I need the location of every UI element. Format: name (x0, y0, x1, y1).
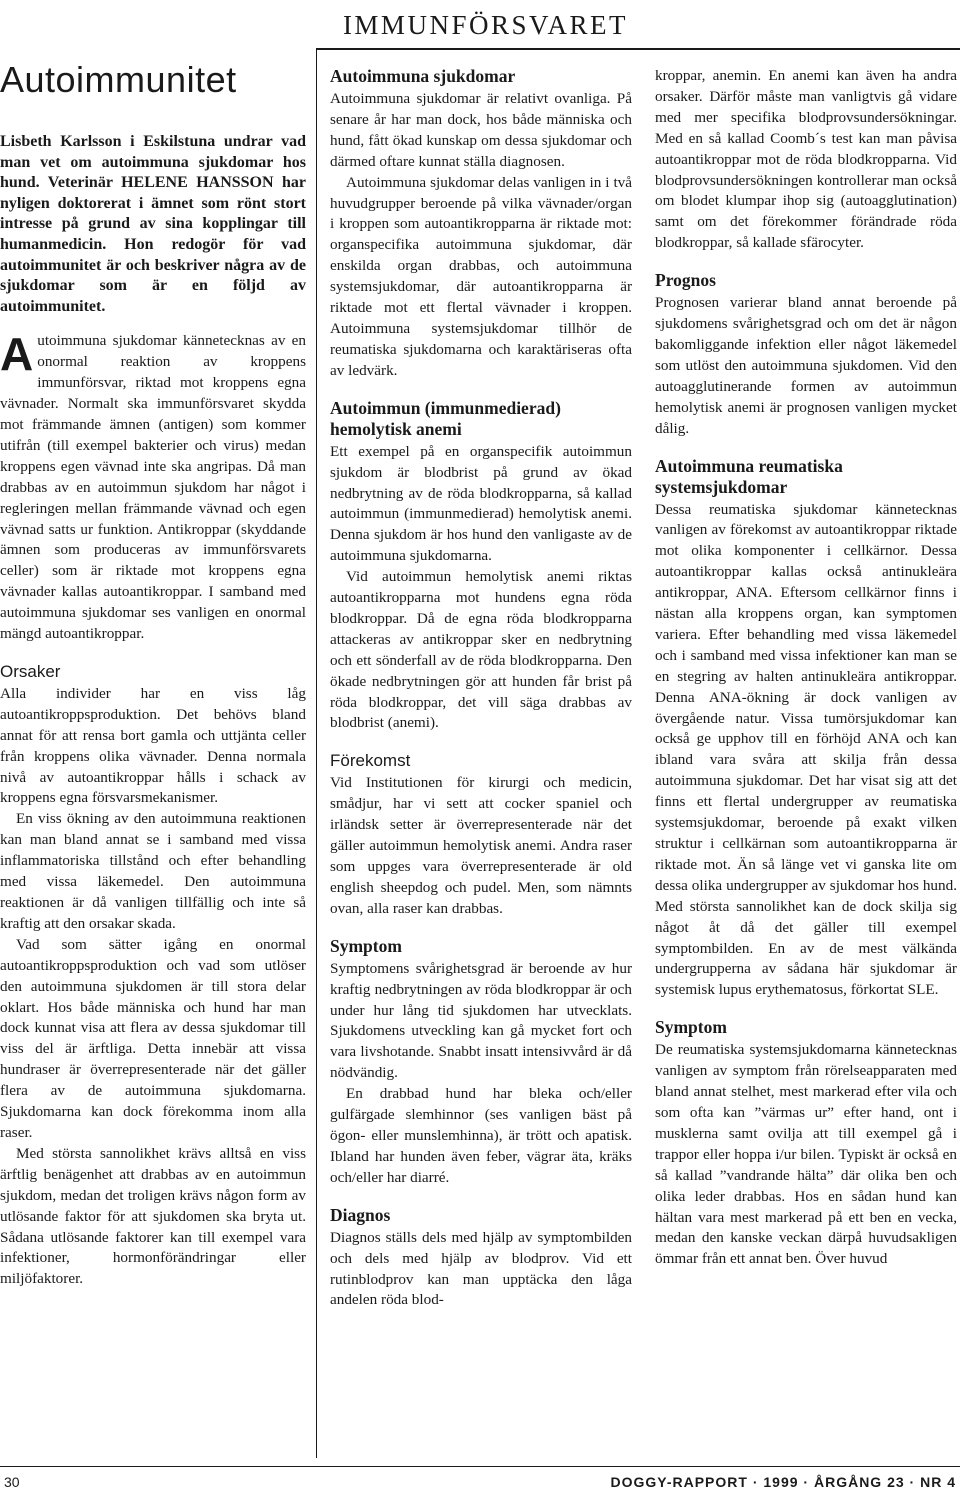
body-paragraph: Autoimmuna sjukdomar delas vanligen in i två huvudgrupper beroende på vilka vävnader/organ i kroppen som autoantikropparna är riktade mot: organspecifika autoimmuna sjukdomar, där enskilda organ drabbas, och autoimmuna systemsjukdomar, där autoantikropparna är riktade mot ett flertal vävnader i kroppen. Autoimmuna systemsjukdomar tillhör de reumatiska sjukdomarna och karaktäriseras ofta av ledvärk. (330, 173, 632, 379)
column-1 (0, 58, 306, 1290)
heading-symptom: Symptom (655, 1017, 727, 1038)
body-paragraph: Vid autoimmun hemolytisk anemi riktas autoantikropparna mot hundens egna röda blodkroppar. Då de egna röda blodkropparna attackeras av antikroppar sker en nedbrytning och ett sönderfall av de röda blodkropparna. Den ökade nedbrytningen gör att hunden får brist på röda blodkroppar, det vill säga drabbas av blodbrist (anemi). (330, 568, 632, 732)
page-number: 30 (4, 1474, 20, 1490)
body-paragraph: En viss ökning av den autoimmuna reaktionen kan man bland annat se i samband med vissa inflammatoriska tillstånd och efter behandling med vissa läkemedel. Den autoimmuna reaktionen är då vanligen tillfällig och inte så kraftig att den orsakar skada. (0, 810, 306, 932)
body-paragraph: Vid Institutionen för kirurgi och medicin, smådjur, har vi sett att cocker spaniel och irländsk setter är överrepresenterade när det gäller autoimmun hemolytisk anemi. Andra raser som uppges vara överrepresenterade är old english sheepdog och pudel. Men, som nämnts ovan, alla raser kan drabbas. (330, 774, 632, 917)
publication-footer: DOGGY-RAPPORT · 1999 · ÅRGÅNG 23 · NR 4 (610, 1474, 956, 1490)
section-title: IMMUNFÖRSVARET (342, 10, 628, 40)
intro-paragraph: Autoimmuna sjukdomar kännetecknas av en onormal reaktion av kroppens immunförsvar, riktad mot kroppens egna vävnader. Normalt ska immunförsvaret skydda mot främmande ämnen (antigen) som kommer utifrån (till exempel bakterier och virus) medan kroppens egen vävnad inte ska angripas. Då man drabbas av en autoimmun sjukdom har något i regleringen mellan främmande vävnad och egen vävnad satts ur funktion. Antikroppar (skyddande ämnen som produceras av immunförsvarets celler) som är riktade mot kroppens egna vävnader kallas autoantikroppar. I samband med autoimmuna sjukdomar ses vanligen en onormal mängd autoantikroppar. (0, 328, 306, 643)
heading-prognos: Prognos (655, 270, 716, 291)
heading-reumatiska-systemsjukdomar: Autoimmuna reumatiska systemsjukdomar (655, 455, 843, 497)
article-title: Autoimmunitet (0, 59, 237, 100)
section-header (316, 0, 960, 50)
heading-forekomst: Förekomst (330, 751, 411, 771)
column-2 (330, 66, 632, 1311)
body-paragraph: Alla individer har en viss låg autoantikroppsproduktion. Det behövs bland annat för att rensa bort gamla och uttjänta celler från kroppens olika vävnader. Denna normala nivå av autoantikroppar hålls i schack av kroppens egna försvarsmekanismer. (0, 684, 306, 807)
body-paragraph: Autoimmuna sjukdomar är relativt ovanliga. På senare år har man dock, hos både människa och hund, fått ökad kunskap om dessa sjukdomar och därmed oftare kunnat ställa diagnosen. (330, 90, 632, 170)
heading-diagnos: Diagnos (330, 1204, 391, 1225)
body-paragraph: Med största sannolikhet krävs alltså en viss ärftlig benägenhet att drabbas av en autoimmun sjukdom, medan det troligen krävs någon form av utlösande faktor för att sjukdomen ska bryta ut. Sådana utlösande faktorer kan till exempel vara infektioner, hormonförändringar eller miljöfaktorer. (0, 1144, 306, 1288)
body-paragraph: Symptomens svårighetsgrad är beroende av hur kraftig nedbrytningen av röda blodkroppar är och under hur lång tid sjukdomen har utvecklats. Sjukdomens utveckling kan gå mycket fort och vara livshotande. Snabbt insatt intensivvård är då nödvändig. (330, 959, 632, 1082)
heading-hemolytisk-anemi: Autoimmun (immunmedierad) hemolytisk anemi (330, 397, 561, 439)
column-divider (316, 48, 317, 1458)
body-paragraph: Ett exempel på en organspecifik autoimmun sjukdom är blodbrist på grund av ökad nedbrytning av de röda blodkropparna, så kallad autoimmun (immunmedierad) hemolytisk anemi. Denna sjukdom är hos hund den vanligaste av de autoimmuna sjukdomarna. (330, 442, 632, 565)
column-3 (655, 66, 957, 1270)
body-paragraph: De reumatiska systemsjukdomarna kännetecknas vanligen av symptom från rörelseapparaten med bland annat stelhet, mest markerad efter vila och som ofta kan ”värmas ur” efter hand, ont i musklerna samt ovilja att till exempel gå i trappor eller hoppa i/ur bilen. Typiskt är också en så kallad ”vandrande hälta” där olika ben och olika leder drabbas. Hos en sådan hund kan hältan vara mest markerad på ett ben en vecka, medan den kanske veckan därpå huvudsakligen ömmar från ett annat ben. Över huvud (655, 1041, 957, 1268)
lead-paragraph: Lisbeth Karlsson i Eskilstuna undrar vad man vet om autoimmuna sjukdomar hos hund. Veterinär HELENE HANSSON har nyligen doktorerat i ämnet som rönt stort intresse på grund av sina kopplingar till humanmedicin. Hon redogör för vad autoimmunitet är och beskriver några av de sjukdomar som är en följd av autoimmunitet. (0, 133, 306, 315)
body-paragraph: Dessa reumatiska sjukdomar kännetecknas vanligen av förekomst av autoantikroppar riktade mot olika komponenter i cellkärnor. Dessa autoantikroppar kallas också antinukleära antikroppar, ANA. Eftersom cellkärnor finns i nästan alla kroppens organ, kan symptomen variera. Efter behandling med vissa läkemedel och i samband med vissa infektioner kan man se en stegring av halten antinukleära antikroppar. Denna ANA-ökning är dock vanligen av övergående natur. Vissa tumörsjukdomar kan också ge upphov till en förhöjd ANA och kan ibland vara svåra att skilja från dessa autoimmuna sjukdomar. Det har visat sig att det finns ett flertal undergrupper av reumatiska systemsjukdomar, beroende på exakt vilken struktur i cellkärnan som autoantikropparna är riktade mot. Än så länge vet vi ganska lite om dessa olika undergrupper av sjukdomar hos hund. Med största sannolikhet kan de dock skilja sig något åt då det gäller till exempel symptombilden. En av de mest välkända undergrupperna av sådana här sjukdomar är systemisk lupus erythematosus, förkortat SLE. (655, 500, 957, 999)
body-paragraph: Diagnos ställs dels med hjälp av symptombilden och dels med hjälp av blodprov. Vid ett rutinblodprov kan man upptäcka den låga andelen röda blod- (330, 1228, 632, 1309)
heading-orsaker: Orsaker (0, 661, 61, 681)
heading-symptom: Symptom (330, 935, 402, 956)
body-paragraph: En drabbad hund har bleka och/eller gulfärgade slemhinnor (ses vanligen bäst på ögon- eller munslemhinna), är trött och apatisk. Ibland har hunden även feber, vägrar äta, kräks och/eller har diarré. (330, 1085, 632, 1186)
footer-rule (0, 1466, 960, 1467)
body-paragraph: Prognosen varierar bland annat beroende på sjukdomens svårighetsgrad och om det är någon bakomliggande infektion eller något läkemedel som utlöst den autoimmuna sjukdomen. Vid den autoagglutinerande formen av autoimmun hemolytisk anemi är prognosen vanligen mycket dålig. (655, 294, 957, 437)
heading-autoimmuna-sjukdomar: Autoimmuna sjukdomar (330, 66, 516, 86)
body-paragraph: kroppar, anemin. En anemi kan även ha andra orsaker. Därför måste man vanligtvis gå vidare med mer specifika blodprovsundersökningar. Med en så kallad Coomb´s test kan man påvisa autoantikroppar mot de röda blodkropparna. Vid blodprovsundersökningen kontrollerar man också om blodet klumpar ihop sig (autoagglutination) samt om det förekommer förändrade röda blodkroppar, så kallade sfärocyter. (655, 67, 957, 252)
body-paragraph: Vad som sätter igång en onormal autoantikroppsproduktion och vad som utlöser den autoimmuna sjukdomen är till stora delar oklart. Hos både människa och hund har man dock kunnat visa att flera av dessa sjukdomar till viss del är ärftliga. Detta innebär att vissa hundraser är överrepresenterade när det gäller flera av de autoimmuna sjukdomarna. Sjukdomarna kan dock förekomma inom alla raser. (0, 935, 306, 1141)
